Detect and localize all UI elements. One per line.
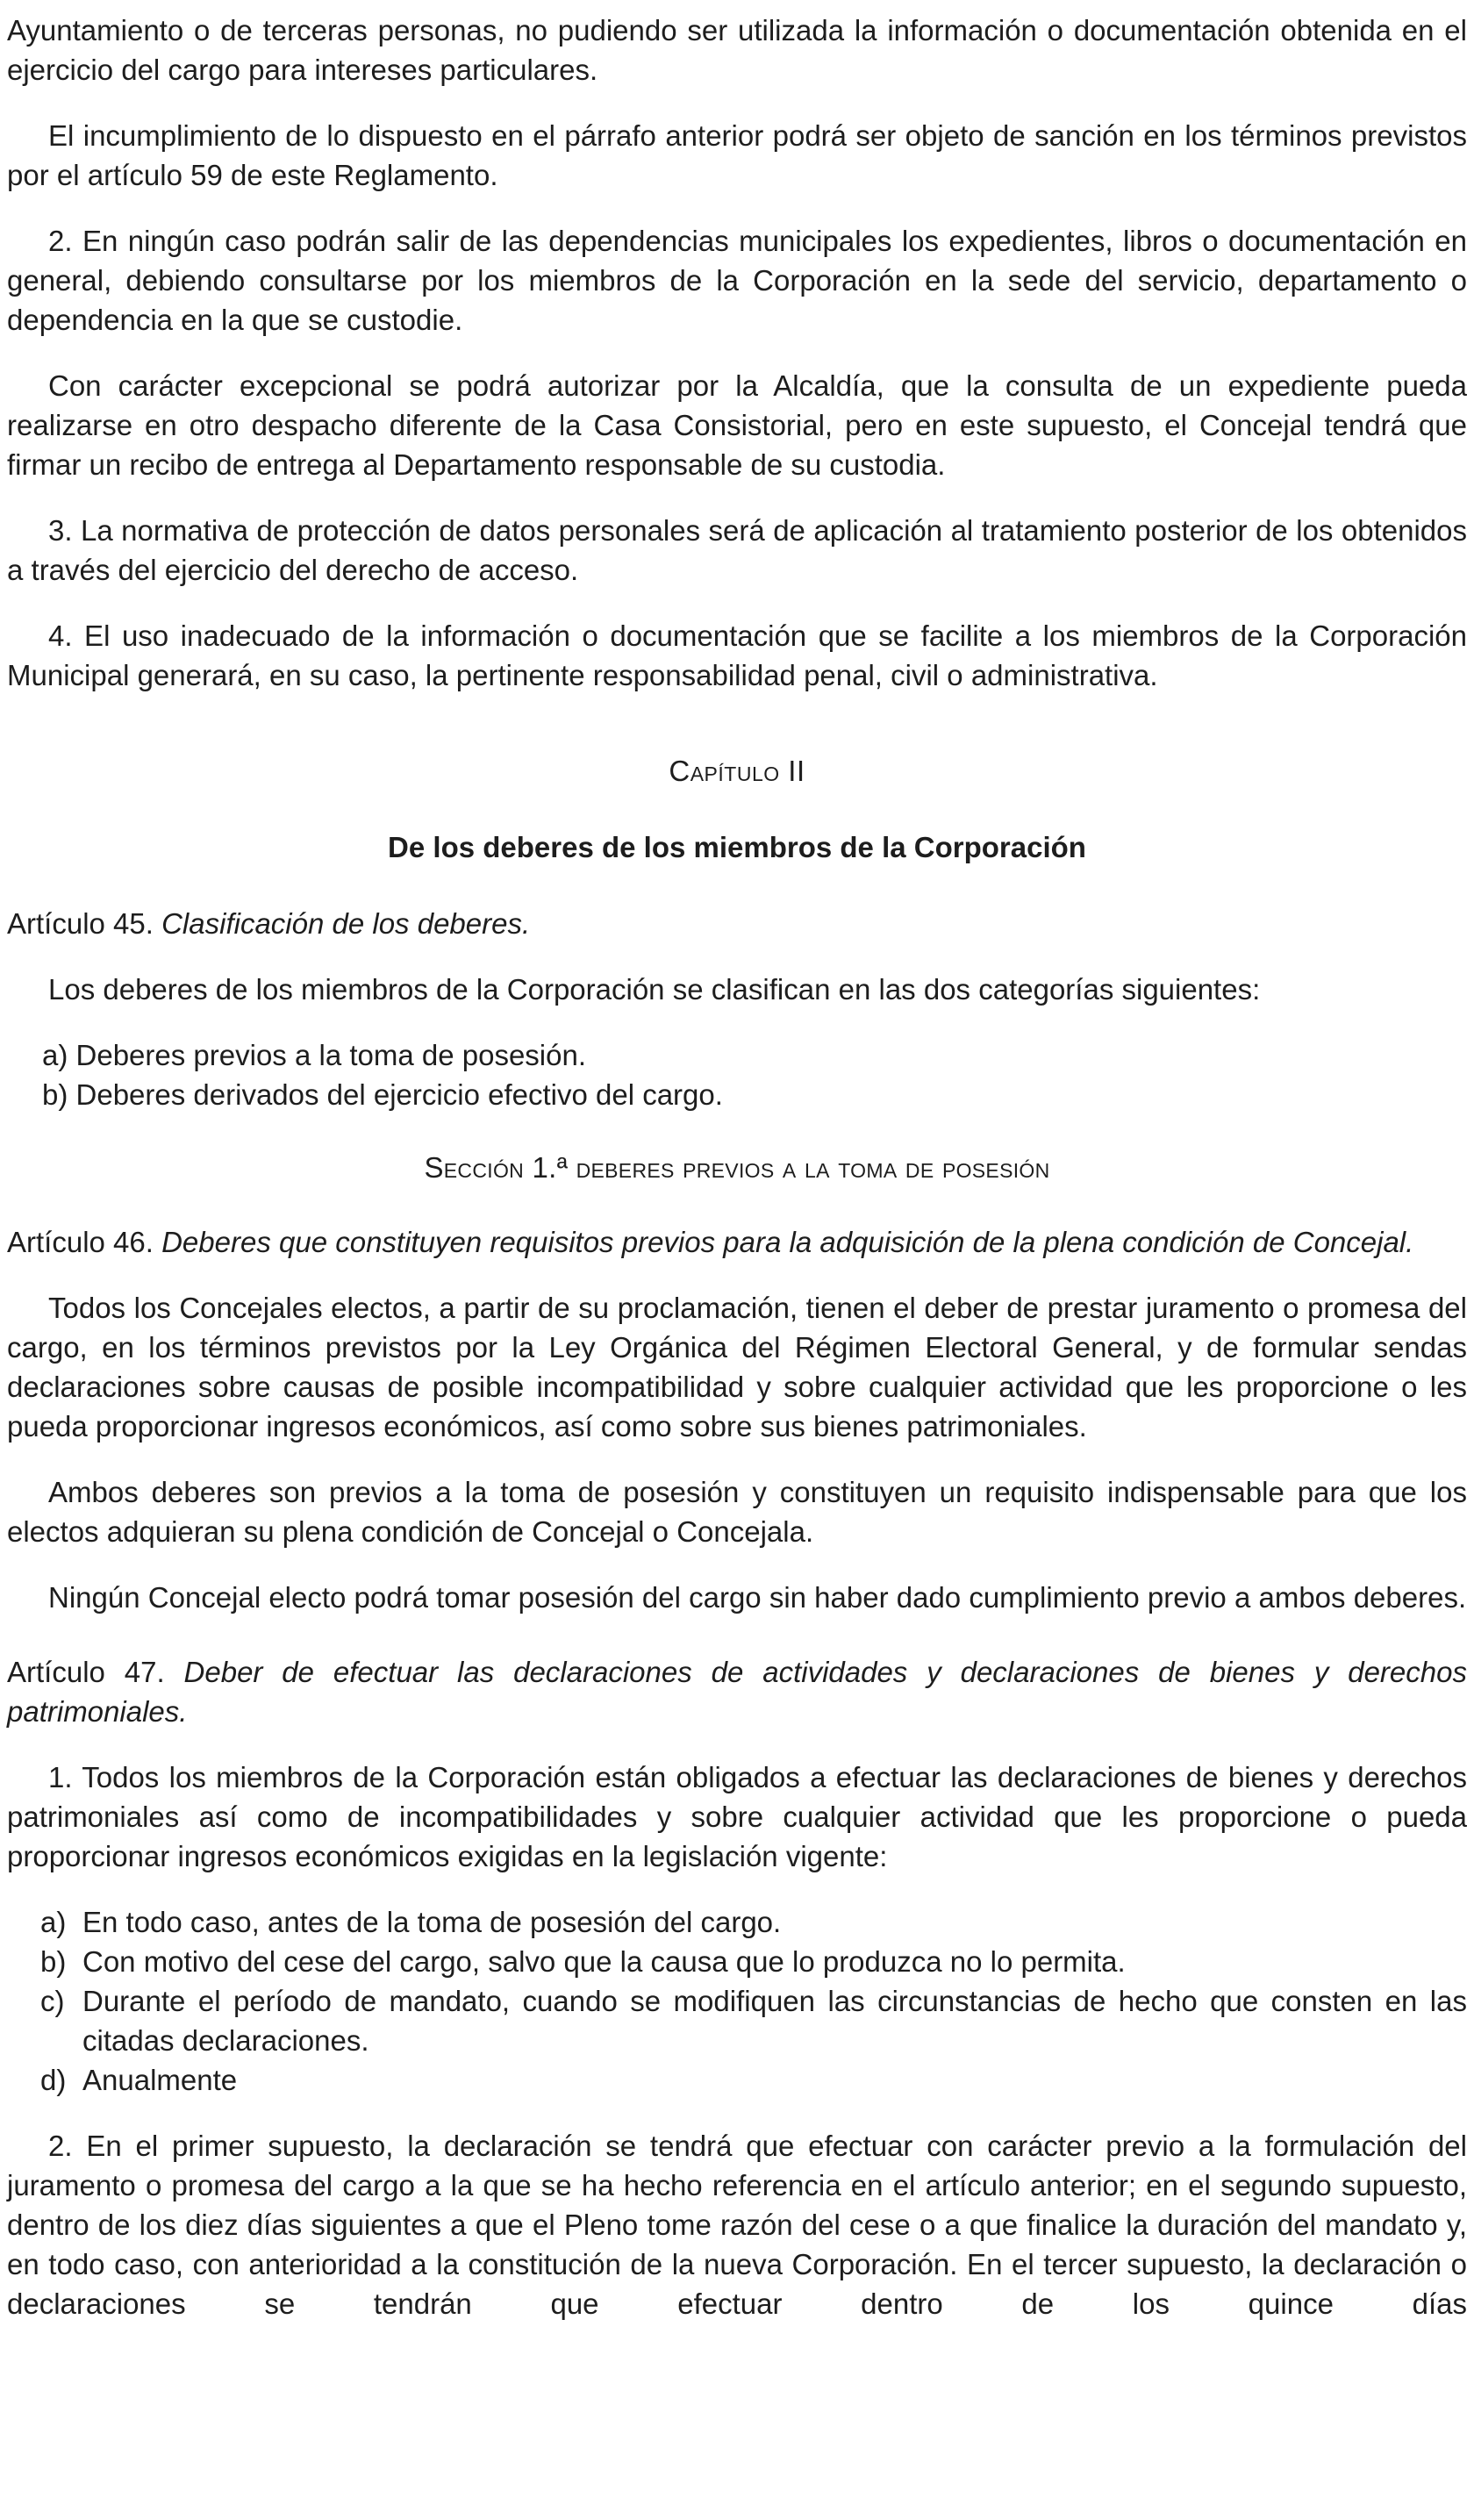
paragraph: 4. El uso inadecuado de la información o documentación que se facilite a los miembros de la Corporación Municipal generará, en su caso, la pertinente responsabilidad penal, civil o administrativa. (7, 619, 1467, 691)
list-item (7, 1035, 1467, 1075)
article-number: Artículo 45. (7, 907, 154, 940)
paragraph: Ambos deberes son previos a la toma de posesión y constituyen un requisito indispensable para que los electos adquieran su plena condición de Concejal o Concejala. (7, 1476, 1467, 1548)
list-text: Deberes previos a la toma de posesión. (75, 1039, 587, 1071)
paragraph: Con carácter excepcional se podrá autorizar por la Alcaldía, que la consulta de un expediente pueda realizarse en otro despacho diferente de la Casa Consistorial, pero en este supuesto, el Concejal tendrá que firmar un recibo de entrega al Departamento responsable de su custodia. (7, 369, 1467, 481)
list-text: En todo caso, antes de la toma de posesión del cargo. (82, 1906, 782, 1938)
list-item (7, 1942, 1467, 1981)
paragraph: 1. Todos los miembros de la Corporación están obligados a efectuar las declaraciones de bienes y derechos patrimoniales así como de incompatibilidades y sobre cualquier actividad que les proporcione o pueda proporcionar ingresos económicos exigidas en la legislación vigente: (7, 1761, 1467, 1872)
paragraph: 2. En ningún caso podrán salir de las dependencias municipales los expedientes, libros o documentación en general, debiendo consultarse por los miembros de la Corporación en la sede del servicio, departamento o dependencia en la que se custodie. (7, 225, 1467, 336)
article-title: Deber de efectuar las declaraciones de actividades y declaraciones de bienes y derechos patrimoniales. (7, 1656, 1467, 1728)
paragraph: Ningún Concejal electo podrá tomar posesión del cargo sin haber dado cumplimiento previo a ambos deberes. (48, 1581, 1467, 1614)
article-45-heading (7, 904, 1467, 943)
list-text: Anualmente (82, 2064, 238, 2096)
ordered-list (7, 1035, 1467, 1114)
article-number: Artículo 47. (7, 1656, 165, 1688)
paragraph: 3. La normativa de protección de datos personales será de aplicación al tratamiento posterior de los obtenidos a través del ejercicio del derecho de acceso. (7, 514, 1467, 586)
list-marker: b) (40, 1945, 67, 1978)
article-title: Deberes que constituyen requisitos previos para la adquisición de la plena condición de Concejal. (161, 1226, 1414, 1258)
list-text: Durante el período de mandato, cuando se modifiquen las circunstancias de hecho que consten en las citadas declaraciones. (82, 1985, 1467, 2057)
paragraph: 2. En el primer supuesto, la declaración se tendrá que efectuar con carácter previo a la formulación del juramento o promesa del cargo a la que se ha hecho referencia en el artículo anterior; en el segundo supuesto, dentro de los diez días siguientes a que el Pleno tome razón del cese o a que finalice la duración del mandato y, en todo caso, con anterioridad a la constitución de la nueva Corporación. En el tercer supuesto, la declaración o declaraciones se tendrán que efectuar dentro de los quince días (7, 2130, 1467, 2320)
list-marker: a) (42, 1039, 68, 1071)
chapter-heading: Capítulo II (669, 755, 805, 787)
list-marker: d) (40, 2064, 67, 2096)
section-heading: Sección 1.ª deberes previos a la toma de posesión (424, 1151, 1050, 1184)
article-46-heading (7, 1222, 1467, 1262)
paragraph: Los deberes de los miembros de la Corporación se clasifican en las dos categorías siguientes: (48, 973, 1261, 1006)
article-number: Artículo 46. (7, 1226, 154, 1258)
list-marker: a) (40, 1906, 67, 1938)
list-text: Deberes derivados del ejercicio efectivo del cargo. (75, 1078, 723, 1111)
list-item (7, 1981, 1467, 2060)
list-text: Con motivo del cese del cargo, salvo que la causa que lo produzca no lo permita. (82, 1945, 1126, 1978)
article-47-heading (7, 1652, 1467, 1731)
paragraph: Todos los Concejales electos, a partir de su proclamación, tienen el deber de prestar juramento o promesa del cargo, en los términos previstos por la Ley Orgánica del Régimen Electoral General, y de formular sendas declaraciones sobre causas de posible incompatibilidad y sobre cualquier actividad que les proporcione o les pueda proporcionar ingresos económicos, así como sobre sus bienes patrimoniales. (7, 1292, 1467, 1443)
list-marker: c) (40, 1985, 65, 2017)
continuation-paragraph: Ayuntamiento o de terceras personas, no pudiendo ser utilizada la información o documentación obtenida en el ejercicio del cargo para intereses particulares. (7, 14, 1467, 86)
article-title: Clasificación de los deberes. (161, 907, 531, 940)
list-item (7, 1075, 1467, 1114)
paragraph: El incumplimiento de lo dispuesto en el párrafo anterior podrá ser objeto de sanción en los términos previstos por el artículo 59 de este Reglamento. (7, 119, 1467, 191)
list-item (7, 1902, 1467, 1942)
chapter-title: De los deberes de los miembros de la Corporación (388, 831, 1086, 863)
list-marker: b) (42, 1078, 68, 1111)
ordered-list (7, 1902, 1467, 2100)
list-item (7, 2060, 1467, 2100)
